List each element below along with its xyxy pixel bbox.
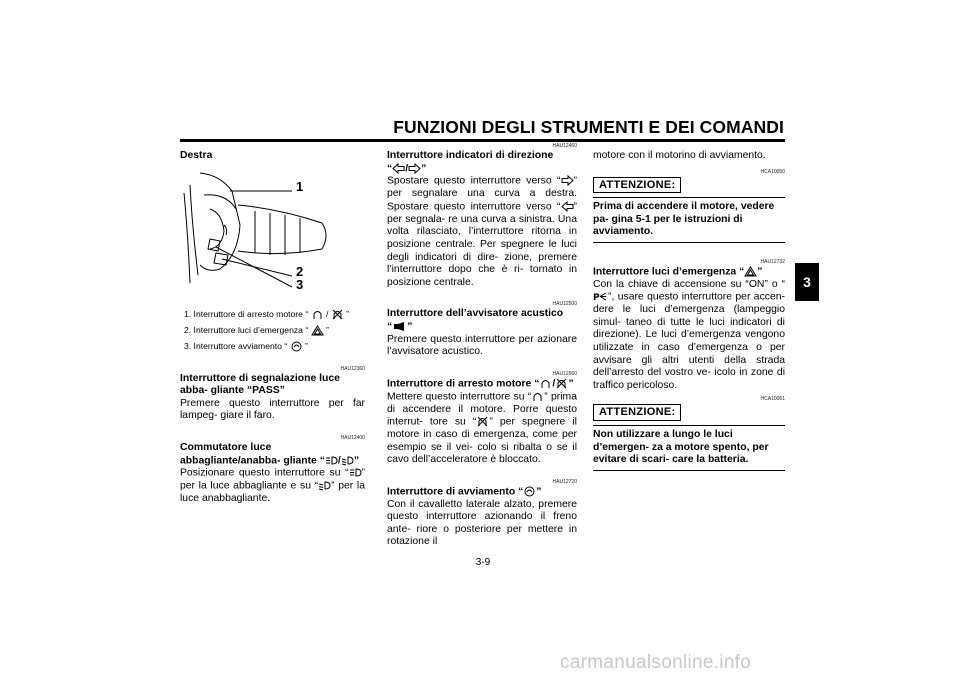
- turn-heading-line1: Interruttore indicatori di direzione: [387, 150, 554, 161]
- low-beam-icon: [341, 455, 354, 466]
- engine-stop-icon: [555, 378, 568, 389]
- hazard-heading: [593, 266, 785, 279]
- hazard-body-b: ”, usare questo interruttore per accen- dere le luci d’emergenza (lampeggio simul- taneo di tutte le luci indicatori di direzione). Le luci d’emergenza vengono utilizzate in caso d’emergenza o per avvisare gli altri utenti della strada dell’arresto del vostro ve- icolo in zone di traffico pericoloso.: [593, 291, 785, 391]
- caption-2-end: ”: [325, 324, 329, 335]
- hazard-heading-end: ”: [757, 266, 763, 278]
- section-heading-right: Destra: [180, 150, 213, 161]
- code-hca10061: HCA10061: [760, 396, 785, 403]
- dimmer-body-b: ” per la luce abbagliante e su “: [180, 467, 365, 492]
- starter-icon: [523, 486, 536, 497]
- starter-body: Con il cavalletto laterale alzato, premere questo interruttore azionando il freno ante- riore o posteriore per mettere in rotazione il: [387, 498, 577, 548]
- caption-3: [184, 338, 365, 354]
- turn-body-b: ” per segnalare una curva a destra. Spostare questo interruttore verso “: [387, 175, 577, 213]
- code-hca10050: HCA10050: [760, 168, 785, 175]
- turn-body-a: Spostare questo interruttore verso “: [387, 175, 561, 187]
- engine-run-icon: [531, 391, 544, 402]
- caution-rule-bottom: [593, 242, 785, 243]
- horn-heading: [387, 308, 577, 333]
- header-rule: [180, 139, 785, 142]
- hazard-body: [593, 279, 785, 393]
- parking-light-icon: [593, 291, 608, 302]
- code-hau12732: HAU12732: [760, 258, 785, 265]
- continued-text: motore con il motorino di avviamento.: [593, 150, 766, 161]
- stop-heading-end: ”: [568, 378, 574, 390]
- turn-left-icon: [561, 201, 574, 212]
- starter-heading: [387, 486, 577, 499]
- pass-switch-body: Premere questo interruttore per far lampeg- giare il faro.: [180, 397, 365, 422]
- caution-2-body: Non utilizzare a lungo le luci d’emergen- za a motore spento, per evitare di scari- care la batteria.: [593, 429, 769, 466]
- stop-heading-sep: /: [552, 378, 556, 390]
- dimmer-heading-sep: /: [337, 454, 341, 466]
- hazard-heading-text: Interruttore luci d’emergenza “: [593, 266, 745, 278]
- caption-3-text: 3. Interruttore avviamento “: [184, 340, 288, 351]
- low-beam-icon: [318, 480, 331, 491]
- turn-body-c: ” per segnala- re una curva a sinistra. Una volta rilasciato, l’interruttore ritorna in posizione centrale. Per spegnere le luci degli indicatori di dire- zione, premere l’interruttore dopo che è ri- tornato in posizione centrale.: [387, 201, 577, 288]
- caution-rule-top: [593, 197, 785, 198]
- code-hau12360: HAU12360: [340, 365, 365, 372]
- stop-heading-text: Interruttore di arresto motore “: [387, 378, 540, 390]
- page-title: FUNZIONI DEGLI STRUMENTI E DEI COMANDI: [393, 117, 784, 137]
- hazard-triangle-icon: [744, 266, 757, 277]
- caption-2: [184, 322, 365, 338]
- horn-heading-line1: Interruttore dell’avvisatore acustico: [387, 308, 564, 320]
- engine-stop-icon: [331, 309, 344, 320]
- turn-right-icon: [561, 175, 574, 186]
- horn-icon: [392, 321, 407, 332]
- starter-icon: [290, 341, 303, 352]
- caption-3-end: ”: [304, 340, 308, 351]
- svg-text:P: P: [593, 293, 600, 303]
- figure-label-2: 2: [296, 263, 304, 279]
- code-hau12500: HAU12500: [552, 301, 577, 308]
- horn-body: Premere questo interruttore per azionare l’avvisatore acustico.: [387, 333, 577, 358]
- stop-body-c: ” per spegnere il motore in caso di emergenza, come per esempio se il vei- colo si ribalta o se il cavo dell’acceleratore è bloccato.: [387, 416, 577, 466]
- turn-right-icon: [408, 163, 421, 174]
- stop-body-b: ” prima di accendere il motore. Porre questo interrut- tore su “: [387, 391, 577, 428]
- hazard-body-a: Con la chiave di accensione su “ON” o “: [593, 278, 785, 290]
- pass-switch-heading: Interruttore di segnalazione luce abba- gliante “PASS”: [180, 372, 340, 397]
- dimmer-heading-end: ”: [353, 454, 360, 466]
- turn-signal-body: [387, 175, 577, 289]
- code-hau12400: HAU12400: [340, 434, 365, 441]
- caution-2-rule-bottom: [593, 470, 785, 471]
- engine-stop-body: [387, 391, 577, 467]
- code-hau12660: HAU12660: [552, 370, 577, 377]
- dimmer-body-c: ” per la luce anabbagliante.: [180, 480, 366, 505]
- caption-1-text: 1. Interruttore di arresto motore “: [184, 308, 309, 319]
- hazard-triangle-icon: [311, 325, 324, 336]
- caption-1: [184, 306, 365, 322]
- caption-2-text: 2. Interruttore luci d’emergenza “: [184, 324, 309, 335]
- engine-run-icon: [539, 378, 552, 389]
- caution-body: Prima di accendere il motore, vedere pa- gina 5-1 per le istruzioni di avviamento.: [593, 201, 775, 238]
- column-right: [593, 150, 785, 471]
- engine-stop-icon: [476, 416, 489, 427]
- horn-heading-close: ”: [407, 321, 413, 333]
- dimmer-heading-text: Commutatore luce abbagliante/anabba- gliante “: [180, 441, 325, 466]
- figure-label-1: 1: [296, 178, 304, 194]
- chapter-tab: 3: [795, 263, 819, 301]
- handlebar-switch-figure: [180, 165, 365, 292]
- turn-heading-open: “: [387, 162, 393, 174]
- caution-label: ATTENZIONE:: [593, 177, 681, 194]
- turn-heading-close: ”: [421, 162, 427, 174]
- caption-1-sep: /: [325, 308, 329, 319]
- figure-caption-list: [180, 306, 365, 354]
- turn-signal-heading: [387, 150, 577, 175]
- stop-body-a: Mettere questo interruttore su “: [387, 391, 532, 402]
- column-middle: [387, 143, 577, 549]
- watermark-text: carmanualsonline.info: [560, 652, 752, 673]
- column-left: [180, 150, 365, 506]
- turn-heading-sep: /: [405, 162, 409, 174]
- code-hau12460: HAU12460: [552, 143, 577, 149]
- high-beam-icon: [325, 455, 338, 466]
- code-hau12720: HAU12720: [552, 478, 577, 485]
- engine-run-icon: [311, 309, 324, 320]
- page-number: 3-9: [475, 557, 491, 568]
- horn-heading-open: “: [387, 321, 393, 333]
- dimmer-body-a: Posizionare questo interruttore su “: [180, 467, 349, 479]
- caution-2-rule-top: [593, 425, 785, 426]
- engine-stop-heading: [387, 378, 577, 391]
- dimmer-switch-heading: [180, 442, 365, 467]
- figure-label-3: 3: [296, 276, 304, 292]
- dimmer-switch-body: [180, 467, 365, 505]
- turn-left-icon: [392, 163, 405, 174]
- handlebar-switch-illustration: [180, 165, 365, 292]
- starter-heading-text: Interruttore di avviamento “: [387, 486, 524, 498]
- caption-1-end: ”: [346, 308, 350, 319]
- starter-heading-end: ”: [536, 486, 542, 498]
- caution-label-2: ATTENZIONE:: [593, 404, 681, 421]
- high-beam-icon: [349, 467, 362, 478]
